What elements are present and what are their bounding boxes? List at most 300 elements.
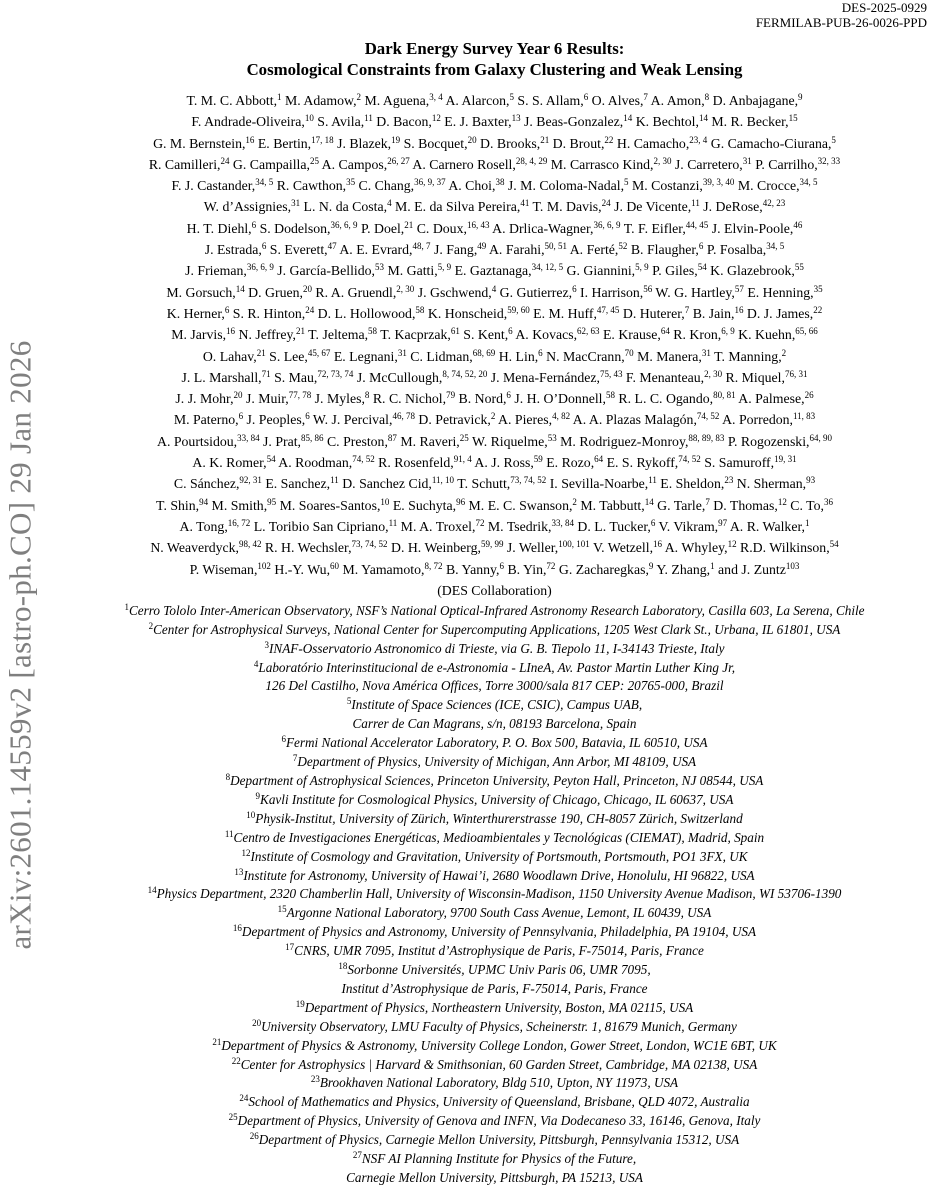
affiliation-marker: 8 <box>364 390 370 401</box>
author-line <box>48 324 941 345</box>
arxiv-stamp <box>0 290 40 1000</box>
affiliation-marker: 56 <box>643 283 653 294</box>
author-name: F. J. Castander, <box>171 178 256 194</box>
author-name: D. Bacon, <box>372 114 432 130</box>
affiliation-number: 16 <box>232 923 242 934</box>
affiliation-marker: 6 <box>305 411 310 422</box>
affiliation-marker: 52 <box>618 241 628 252</box>
affiliation-marker: 6 <box>506 390 511 401</box>
affiliation-text: Carnegie Mellon University, Pittsburgh, PA 15213, USA <box>346 1170 643 1186</box>
author-line <box>48 473 941 494</box>
affiliation-marker: 12 <box>727 539 737 550</box>
affiliation-marker: 87 <box>387 432 397 443</box>
author-name: J. Fang, <box>430 242 478 258</box>
author-name: R. C. Nichol, <box>369 391 447 407</box>
author-name: A. Carnero Rosell, <box>409 156 516 172</box>
affiliation-marker: 64, 90 <box>809 432 832 443</box>
affiliation-number: 14 <box>147 885 157 896</box>
author-name: J. García-Bellido, <box>273 263 375 279</box>
author-name: A. Choi, <box>445 178 496 194</box>
author-name: R. Rosenfeld, <box>374 455 454 471</box>
affiliation-marker: 61 <box>450 326 460 337</box>
affiliation-text: Brookhaven National Laboratory, Bldg 510, Upton, NY 11973, USA <box>319 1075 679 1091</box>
affiliation-marker: 88, 89, 83 <box>688 432 725 443</box>
report-id: DES-2025-0929 <box>841 0 927 15</box>
affiliation-text: Department of Physics & Astronomy, University College London, Gower Street, London, WC1E 6BT, UK <box>221 1037 777 1053</box>
affiliation-marker: 22 <box>813 304 823 315</box>
author-name: A. Amon, <box>647 93 705 108</box>
author-name: W. G. Hartley, <box>652 284 735 300</box>
affiliation-marker: 64 <box>660 326 670 337</box>
affiliation-marker: 6 <box>698 241 704 252</box>
affiliation-marker: 5, 9 <box>437 262 452 273</box>
affiliation-marker: 36, 6, 9 <box>593 219 621 230</box>
author-name: A. A. Plazas Malagón, <box>570 412 697 428</box>
author-name: H. Lin, <box>495 348 539 364</box>
affiliation-marker: 34, 12, 5 <box>531 262 564 273</box>
author-name: A. Ferté, <box>567 242 619 258</box>
affiliation-text: Department of Astrophysical Sciences, Princeton University, Peyton Hall, Princeton, NJ 08544, USA <box>230 772 764 788</box>
affiliation-text: Department of Physics, Northeastern University, Boston, MA 02115, USA <box>304 999 694 1015</box>
affiliation-marker: 6 <box>224 304 230 315</box>
affiliation-number: 23 <box>310 1074 320 1085</box>
author-name: A. E. Evrard, <box>336 242 413 258</box>
author-line <box>48 559 941 580</box>
affiliation-marker: 72, 73, 74 <box>317 368 354 379</box>
affiliation-text: Argonne National Laboratory, 9700 South Cass Avenue, Lemont, IL 60439, USA <box>286 905 712 921</box>
author-name: A. Pourtsidou, <box>157 433 238 449</box>
affiliation-marker: 21 <box>540 134 550 145</box>
author-name: C. Doux, <box>413 220 467 236</box>
paper-title <box>48 38 941 80</box>
affiliation-marker: 6 <box>650 517 656 528</box>
author-name: J. Peoples, <box>243 412 306 428</box>
author-name: V. Vikram, <box>655 518 719 534</box>
affiliation-marker: 5 <box>831 134 836 145</box>
author-name: N. Sherman, <box>733 476 807 492</box>
affiliation-marker: 98, 42 <box>238 539 262 550</box>
author-name: L. N. da Costa, <box>300 199 388 215</box>
author-list <box>48 90 941 580</box>
affiliation <box>48 1018 941 1037</box>
author-name: F. Andrade-Oliveira, <box>191 114 305 130</box>
report-ids <box>756 0 927 30</box>
affiliation-marker: 49 <box>477 241 487 252</box>
affiliation-marker: 11, 83 <box>793 411 816 422</box>
affiliation-marker: 46, 78 <box>392 411 415 422</box>
author-name: E. Krause, <box>599 327 661 343</box>
affiliation-marker: 16 <box>653 539 663 550</box>
affiliation-marker: 53 <box>375 262 384 273</box>
author-name: N. MacCrann, <box>542 348 625 364</box>
affiliation-text: Institute of Cosmology and Gravitation, University of Portsmouth, Portsmouth, PO1 3FX, UK <box>250 848 748 864</box>
affiliation-marker: 85, 86 <box>301 432 324 443</box>
affiliation-number: 8 <box>225 771 231 782</box>
affiliation-marker: 93 <box>806 475 816 486</box>
affiliation-marker: 24 <box>305 304 315 315</box>
author-name: D. Sanchez Cid, <box>338 476 432 492</box>
affiliation-marker: 9 <box>798 92 803 102</box>
author-name: K. Herner, <box>166 305 225 321</box>
author-name: E. J. Baxter, <box>440 114 512 130</box>
affiliation-text: Department of Physics and Astronomy, University of Pennsylvania, Philadelphia, PA 19104, USA <box>241 924 757 940</box>
affiliation-number: 2 <box>148 620 154 631</box>
author-name: M. Gatti, <box>384 263 438 279</box>
affiliation-marker: 100, 101 <box>558 539 590 550</box>
affiliation <box>48 677 941 696</box>
author-line <box>48 154 941 175</box>
affiliation-number: 10 <box>246 809 256 820</box>
affiliation-marker: 33, 84 <box>551 517 574 528</box>
author-name: B. Flaugher, <box>627 242 699 258</box>
author-name: E. Gaztanaga, <box>451 263 532 279</box>
affiliation-marker: 2, 30 <box>396 283 415 294</box>
affiliation-marker: 91, 4 <box>453 454 472 465</box>
affiliation-marker: 6 <box>261 241 267 252</box>
affiliation-number: 13 <box>234 866 244 877</box>
affiliation-marker: 7 <box>684 304 690 315</box>
affiliation <box>48 791 941 810</box>
author-name: M. Raveri, <box>396 433 460 449</box>
author-name: W. Riquelme, <box>468 433 548 449</box>
affiliation-marker: 14 <box>644 496 654 507</box>
affiliation <box>48 1150 941 1169</box>
author-name: D. Anbajagane, <box>709 93 799 108</box>
author-name: M. Rodriguez-Monroy, <box>556 433 689 449</box>
author-name: K. Honscheid, <box>424 305 508 321</box>
affiliation-text: University Observatory, LMU Faculty of Physics, Scheinerstr. 1, 81679 Munich, Germany <box>261 1018 737 1034</box>
author-name: A. Kovacs, <box>512 327 578 343</box>
affiliation-number: 22 <box>231 1055 241 1066</box>
author-name: E. Suchyta, <box>389 497 457 513</box>
affiliation-marker: 5, 9 <box>635 262 649 273</box>
affiliation-marker: 35 <box>346 177 356 188</box>
affiliation-marker: 2 <box>572 496 577 507</box>
affiliation-number: 17 <box>285 942 295 953</box>
author-name: J. De Vicente, <box>610 199 692 215</box>
author-name: A. Tong, <box>179 518 228 534</box>
author-name: A. Palmese, <box>735 391 805 407</box>
title-line: Cosmological Constraints from Galaxy Clustering and Weak Lensing <box>246 60 743 79</box>
affiliation-text: Department of Physics, Carnegie Mellon University, Pittsburgh, Pennsylvania 15312, USA <box>258 1132 740 1148</box>
affiliation-marker: 36, 9, 37 <box>414 177 446 188</box>
affiliation-marker: 103 <box>785 560 800 571</box>
affiliation-marker: 11 <box>388 517 398 528</box>
affiliation-marker: 6 <box>583 92 589 102</box>
author-name: D. Brooks, <box>476 135 541 151</box>
affiliation-marker: 54 <box>829 539 839 550</box>
affiliation <box>48 848 941 867</box>
affiliation-marker: 16 <box>734 304 744 315</box>
author-name: A. Drlica-Wagner, <box>489 220 594 236</box>
author-name: D. Huterer, <box>619 305 685 321</box>
affiliation <box>48 980 941 999</box>
affiliation-marker: 16, 72 <box>227 517 251 528</box>
affiliation-number: 19 <box>295 998 305 1009</box>
affiliation-text: Institute of Space Sciences (ICE, CSIC), Campus UAB, <box>351 697 643 713</box>
affiliation-marker: 6, 9 <box>721 326 735 337</box>
author-name: M. Tsedrik, <box>484 518 552 534</box>
affiliation-marker: 19, 31 <box>774 454 797 465</box>
affiliation-marker: 20 <box>467 134 477 145</box>
title-line: Dark Energy Survey Year 6 Results: <box>364 39 625 58</box>
author-name: G. Tarle, <box>653 497 706 513</box>
author-name: M. R. Becker, <box>707 114 789 130</box>
affiliation-number: 24 <box>239 1093 249 1104</box>
affiliation-marker: 55 <box>794 262 804 273</box>
author-name: S. Kent, <box>459 327 509 343</box>
author-name: E. Sheldon, <box>656 476 725 492</box>
author-line <box>48 196 941 217</box>
affiliation <box>48 1056 941 1075</box>
arxiv-stamp-text: arXiv:2601.14559v2 [astro-ph.CO] 29 Jan 2026 <box>2 340 38 950</box>
author-name: T. Schutt, <box>454 476 511 492</box>
affiliation-marker: 34, 5 <box>799 177 818 188</box>
affiliation-marker: 75, 43 <box>599 368 623 379</box>
author-name: S. Avila, <box>313 114 365 130</box>
affiliation-marker: 14 <box>623 113 633 124</box>
author-name: G. Zacharegkas, <box>555 561 649 577</box>
author-name: A. K. Romer, <box>192 455 267 471</box>
author-name: A. Alarcon, <box>442 93 510 108</box>
affiliation-marker: 2 <box>781 347 787 358</box>
author-name: G. Giannini, <box>563 263 636 279</box>
author-name: A. R. Walker, <box>727 518 805 534</box>
affiliation <box>48 942 941 961</box>
affiliation-marker: 54 <box>697 262 707 273</box>
author-line <box>48 260 941 281</box>
affiliation-number: 7 <box>292 753 298 764</box>
author-name: K. Glazebrook, <box>706 263 795 279</box>
affiliation-marker: 33, 84 <box>237 432 260 443</box>
affiliation-marker: 11 <box>364 113 373 124</box>
author-name: T. Jeltema, <box>304 327 369 343</box>
affiliation-marker: 97 <box>718 517 728 528</box>
affiliation-text: Physik-Institut, University of Zürich, Winterthurerstrasse 190, CH-8057 Zürich, Switzerland <box>255 810 743 826</box>
affiliation-text: Centro de Investigaciones Energéticas, Medioambientales y Tecnológicas (CIEMAT), Madrid, Spain <box>233 829 765 845</box>
author-name: E. Sanchez, <box>261 476 331 492</box>
author-name: I. Sevilla-Noarbe, <box>546 476 649 492</box>
affiliation-marker: 57 <box>734 283 744 294</box>
author-name: P. Giles, <box>648 263 698 279</box>
author-name: A. J. Ross, <box>471 455 534 471</box>
affiliation-marker: 23 <box>724 475 734 486</box>
affiliation-marker: 8, 72 <box>424 560 443 571</box>
author-name: A. Campos, <box>318 156 388 172</box>
affiliation <box>48 772 941 791</box>
affiliation-marker: 25 <box>459 432 469 443</box>
author-name: K. Kuehn, <box>734 327 796 343</box>
author-line <box>48 367 941 388</box>
author-name: R. L. C. Ogando, <box>614 391 714 407</box>
author-line <box>48 516 941 537</box>
affiliation-marker: 47, 45 <box>596 304 620 315</box>
affiliation-marker: 26, 27 <box>387 155 410 166</box>
affiliation-text: Carrer de Can Magrans, s/n, 08193 Barcelona, Spain <box>352 716 637 732</box>
affiliation-marker: 35 <box>813 283 823 294</box>
author-name: S. S. Allam, <box>513 93 584 108</box>
author-name: L. Toribio San Cipriano, <box>250 518 389 534</box>
affiliation-marker: 74, 52 <box>678 454 701 465</box>
author-name: H.-Y. Wu, <box>270 561 331 577</box>
affiliation-number: 20 <box>252 1017 262 1028</box>
author-name: P. Wiseman, <box>189 561 258 577</box>
affiliation-marker: 54 <box>266 454 276 465</box>
affiliation <box>48 1112 941 1131</box>
author-name: M. Soares-Santos, <box>276 497 381 513</box>
author-name: T. M. C. Abbott, <box>186 93 278 108</box>
author-line <box>48 218 941 239</box>
affiliation <box>48 659 941 678</box>
affiliation-marker: 95 <box>267 496 277 507</box>
author-name: B. Nord, <box>455 391 507 407</box>
affiliation-marker: 12 <box>777 496 787 507</box>
author-name: J. Weller, <box>503 540 559 556</box>
author-name: D. L. Hollowood, <box>314 305 416 321</box>
affiliation-marker: 31 <box>291 198 301 209</box>
affiliation-marker: 70 <box>624 347 634 358</box>
affiliation-marker: 2, 30 <box>653 155 672 166</box>
affiliation-text: Sorbonne Universités, UPMC Univ Paris 06, UMR 7095, <box>347 962 651 978</box>
affiliation-marker: 74, 52 <box>352 454 375 465</box>
author-name: R. H. Wechsler, <box>261 540 352 556</box>
author-name: E. Bertin, <box>254 135 312 151</box>
author-name: J. Prat, <box>259 433 302 449</box>
affiliation-text: Department of Physics, University of Genova and INFN, Via Dodecaneso 33, 16146, Genova, Italy <box>237 1113 761 1129</box>
affiliation-text: Kavli Institute for Cosmological Physics, University of Chicago, Chicago, IL 60637, USA <box>260 791 734 807</box>
author-name: D. H. Weinberg, <box>387 540 481 556</box>
affiliation-text: Department of Physics, University of Michigan, Ann Arbor, MI 48109, USA <box>297 754 697 770</box>
affiliation-marker: 60 <box>330 560 340 571</box>
author-line <box>48 239 941 260</box>
author-line <box>48 111 941 132</box>
author-name: J. Blazek, <box>333 135 392 151</box>
affiliation-marker: 2 <box>356 92 362 102</box>
affiliation-marker: 64 <box>594 454 604 465</box>
author-line <box>48 175 941 196</box>
affiliation-marker: 4 <box>491 283 497 294</box>
author-name: H. Camacho, <box>613 135 690 151</box>
affiliation-marker: 45, 67 <box>307 347 331 358</box>
affiliation-marker: 8, 74, 52, 20 <box>442 368 488 379</box>
affiliation-marker: 14 <box>235 283 245 294</box>
author-name: J. McCullough, <box>353 369 443 385</box>
affiliation <box>48 734 941 753</box>
author-name: J. Elvin-Poole, <box>708 220 794 236</box>
author-name: C. Sánchez, <box>173 476 240 492</box>
affiliation-number: 27 <box>352 1150 362 1161</box>
affiliation-marker: 2 <box>490 411 496 422</box>
author-name: J. Muir, <box>242 391 289 407</box>
affiliation-marker: 72 <box>475 517 485 528</box>
author-name: H. T. Diehl, <box>186 220 252 236</box>
author-name: R. A. Gruendl, <box>311 284 397 300</box>
author-name: O. Lahav, <box>202 348 257 364</box>
author-name: G. M. Bernstein, <box>153 135 246 151</box>
author-line <box>48 346 941 367</box>
author-name: G. Camacho-Ciurana, <box>707 135 832 151</box>
affiliation-marker: 12 <box>431 113 441 124</box>
affiliation-marker: 59 <box>533 454 543 465</box>
affiliation-marker: 65, 66 <box>795 326 818 337</box>
author-name: F. Menanteau, <box>622 369 705 385</box>
affiliation <box>48 999 941 1018</box>
affiliation-number: 21 <box>212 1036 222 1047</box>
affiliation-text: INAF-Osservatorio Astronomico di Trieste, via G. B. Tiepolo 11, I-34143 Trieste, Italy <box>269 640 725 656</box>
author-name: T. M. Davis, <box>529 199 602 215</box>
affiliation-number: 15 <box>277 904 287 915</box>
affiliation-marker: 47 <box>327 241 337 252</box>
author-line <box>48 133 941 154</box>
affiliation-marker: 4 <box>387 198 392 209</box>
author-name: S. Dodelson, <box>256 220 331 236</box>
author-name: T. Manning, <box>710 348 782 364</box>
affiliation-marker: 34, 5 <box>766 241 785 252</box>
affiliation-marker: 13 <box>511 113 521 124</box>
affiliation-number: 25 <box>228 1112 238 1123</box>
author-line <box>48 409 941 430</box>
affiliation-marker: 19 <box>391 134 401 145</box>
affiliation <box>48 885 941 904</box>
affiliation-marker: 1 <box>804 517 810 528</box>
affiliation-marker: 80, 81 <box>713 390 736 401</box>
affiliation-marker: 74, 52 <box>696 411 720 422</box>
report-id: FERMILAB-PUB-26-0026-PPD <box>755 15 927 30</box>
affiliation-marker: 31 <box>701 347 711 358</box>
author-name: O. Alves, <box>588 93 644 108</box>
affiliation-text: Institute for Astronomy, University of Hawai’i, 2680 Woodlawn Drive, Honolulu, HI 96822, USA <box>243 867 755 883</box>
affiliation-marker: 17, 18 <box>311 134 334 145</box>
affiliation-number: 11 <box>224 828 234 839</box>
affiliation-marker: 11, 10 <box>431 475 455 486</box>
affiliation-marker: 21 <box>404 219 414 230</box>
affiliation-marker: 1 <box>277 92 282 102</box>
author-name: E. Rozo, <box>542 455 595 471</box>
affiliation-marker: 8 <box>704 92 710 102</box>
author-name: G. Campailla, <box>229 156 310 172</box>
affiliation-marker: 96 <box>456 496 466 507</box>
affiliation-marker: 1 <box>710 560 715 571</box>
author-name: S. Lee, <box>265 348 308 364</box>
affiliation-marker: 5 <box>509 92 514 102</box>
author-name: A. Roodman, <box>275 455 353 471</box>
author-name: J. Frieman, <box>185 263 247 279</box>
affiliation-number: 5 <box>346 696 352 707</box>
affiliation-marker: 50, 51 <box>544 241 568 252</box>
affiliation-number: 1 <box>124 601 129 612</box>
author-name: M. E. C. Swanson, <box>465 497 573 513</box>
author-name: E. Henning, <box>743 284 814 300</box>
affiliation-marker: 26 <box>804 390 814 401</box>
affiliation <box>48 1131 941 1150</box>
author-name: M. Manera, <box>633 348 702 364</box>
affiliation-text: Fermi National Accelerator Laboratory, P. O. Box 500, Batavia, IL 60510, USA <box>285 735 708 751</box>
affiliation-number: 3 <box>264 639 270 650</box>
affiliation-marker: 39, 3, 40 <box>702 177 735 188</box>
affiliation-marker: 48, 7 <box>412 241 431 252</box>
author-name: W. d’Assignies, <box>203 199 292 215</box>
author-line <box>48 388 941 409</box>
affiliation-marker: 73, 74, 52 <box>510 475 547 486</box>
affiliation-marker: 31 <box>742 155 752 166</box>
affiliation <box>48 715 941 734</box>
affiliation-number: 12 <box>241 847 251 858</box>
author-name: T. F. Eifler, <box>620 220 686 236</box>
affiliation-marker: 14 <box>698 113 708 124</box>
author-name: P. Carrilho, <box>751 156 818 172</box>
affiliation-marker: 7 <box>705 496 710 507</box>
affiliation-marker: 24 <box>220 155 230 166</box>
